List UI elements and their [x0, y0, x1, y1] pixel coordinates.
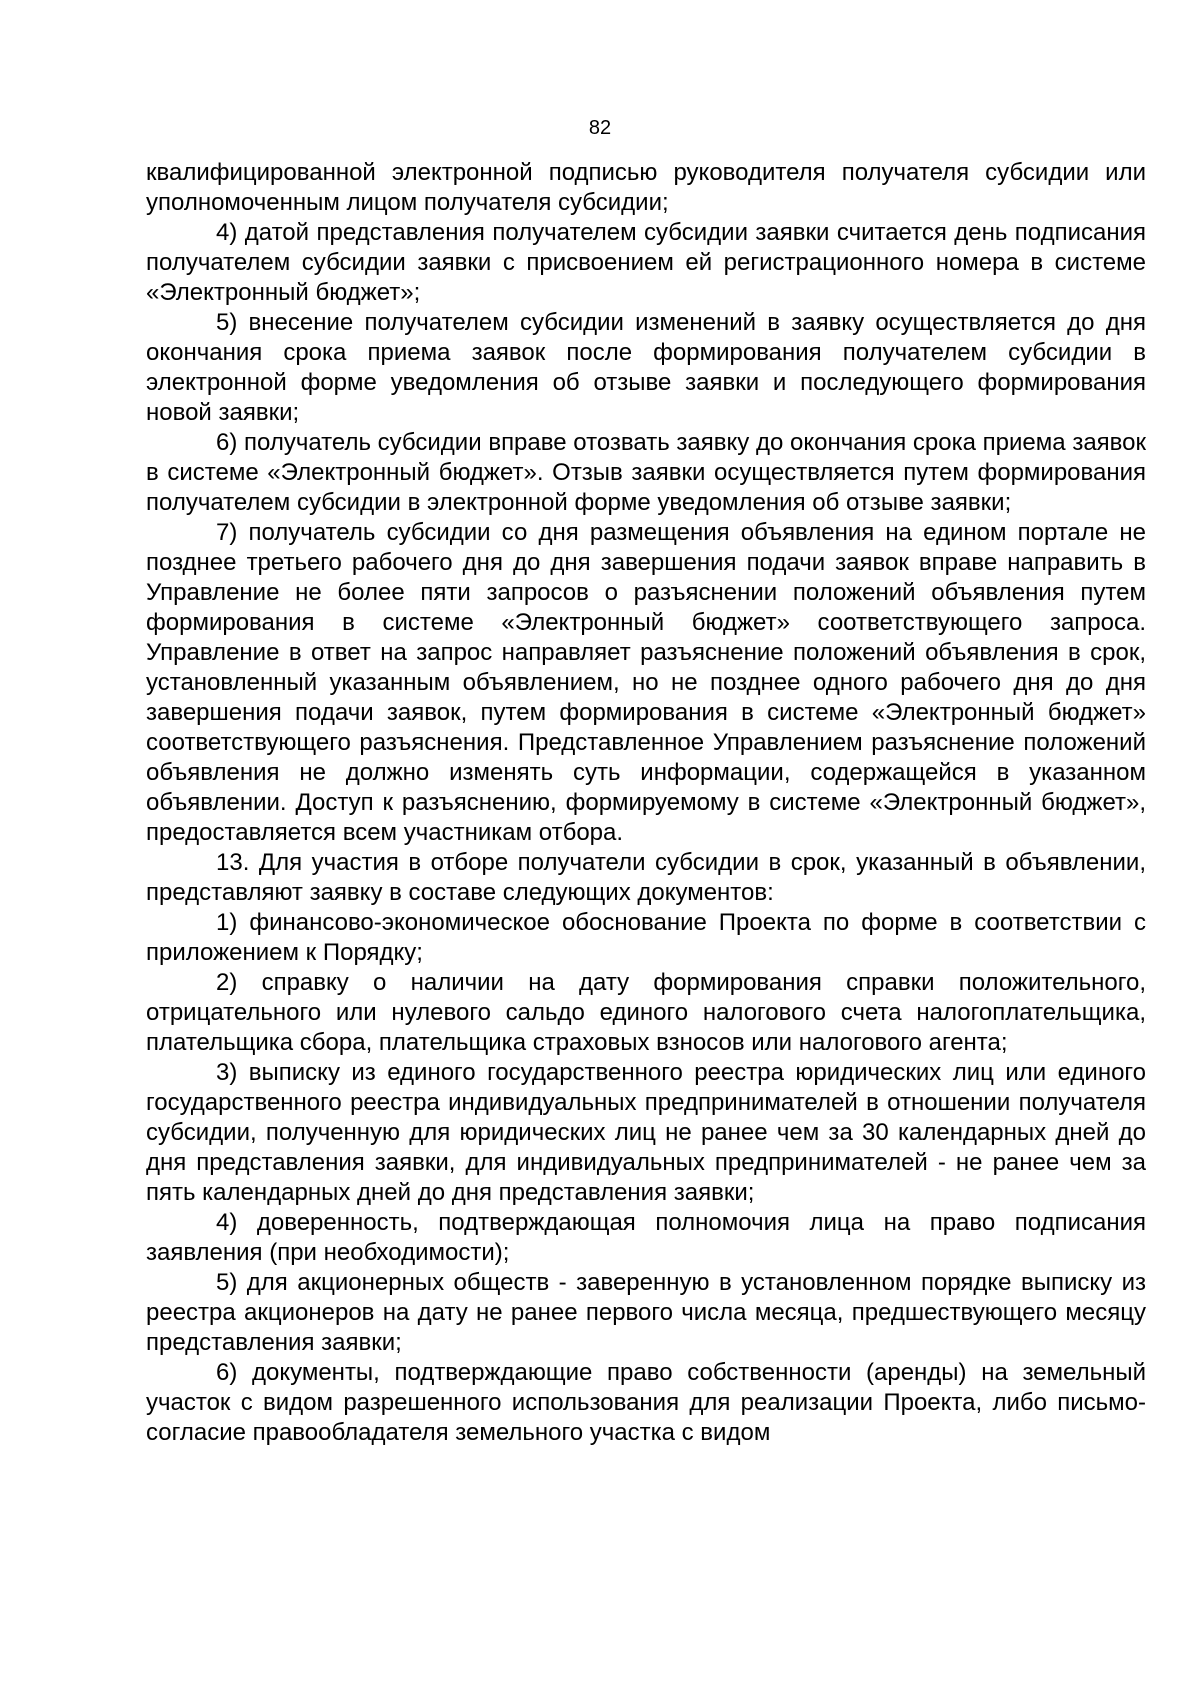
paragraph-item-7: 7) получатель субсидии со дня размещения объявления на едином портале не позднее третьего рабочего дня до дня завершения подачи заявок вправе направить в Управление не более пяти запросов о разъяснении положений объявления путем формирования в системе «Электронный бюджет» соответствующего запроса. Управление в ответ на запрос направляет разъяснение положений объявления в срок, установленный указанным объявлением, но не позднее одного рабочего дня до дня завершения подачи заявок, путем формирования в системе «Электронный бюджет» соответствующего разъяснения. Представленное Управлением разъяснение положений объявления не должно изменять суть информации, содержащейся в указанном объявлении. Доступ к разъяснению, формируемому в системе «Электронный бюджет», предоставляется всем участникам отбора.	[146, 519, 1146, 846]
document-body	[146, 158, 1146, 1448]
paragraph-doc-6: 6) документы, подтверждающие право собственности (аренды) на земельный участок с видом разрешенного использования для реализации Проекта, либо письмо-согласие правообладателя земельного участка с видом	[146, 1359, 1146, 1446]
paragraph-item-4: 4) датой представления получателем субсидии заявки считается день подписания получателем субсидии заявки с присвоением ей регистрационного номера в системе «Электронный бюджет»;	[146, 219, 1146, 306]
paragraph-section-13: 13. Для участия в отборе получатели субсидии в срок, указанный в объявлении, представляют заявку в составе следующих документов:	[146, 849, 1146, 906]
paragraph-doc-3: 3) выписку из единого государственного реестра юридических лиц или единого государственного реестра индивидуальных предпринимателей в отношении получателя субсидии, полученную для юридических лиц не ранее чем за 30 календарных дней до дня представления заявки, для индивидуальных предпринимателей - не ранее чем за пять календарных дней до дня представления заявки;	[146, 1059, 1146, 1206]
paragraph-doc-5: 5) для акционерных обществ - заверенную в установленном порядке выписку из реестра акционеров на дату не ранее первого числа месяца, предшествующего месяцу представления заявки;	[146, 1269, 1146, 1356]
paragraph-doc-4: 4) доверенность, подтверждающая полномочия лица на право подписания заявления (при необходимости);	[146, 1209, 1146, 1266]
paragraph-continuation: квалифицированной электронной подписью руководителя получателя субсидии или уполномоченным лицом получателя субсидии;	[146, 159, 1146, 216]
page-number: 82	[588, 117, 612, 139]
paragraph-item-6: 6) получатель субсидии вправе отозвать заявку до окончания срока приема заявок в системе «Электронный бюджет». Отзыв заявки осуществляется путем формирования получателем субсидии в электронной форме уведомления об отзыве заявки;	[146, 429, 1146, 516]
paragraph-item-5: 5) внесение получателем субсидии изменений в заявку осуществляется до дня окончания срока приема заявок после формирования получателем субсидии в электронной форме уведомления об отзыве заявки и последующего формирования новой заявки;	[146, 309, 1146, 426]
paragraph-doc-1: 1) финансово-экономическое обоснование Проекта по форме в соответствии с приложением к Порядку;	[146, 909, 1146, 966]
paragraph-doc-2: 2) справку о наличии на дату формирования справки положительного, отрицательного или нулевого сальдо единого налогового счета налогоплательщика, плательщика сбора, плательщика страховых взносов или налогового агента;	[146, 969, 1146, 1056]
